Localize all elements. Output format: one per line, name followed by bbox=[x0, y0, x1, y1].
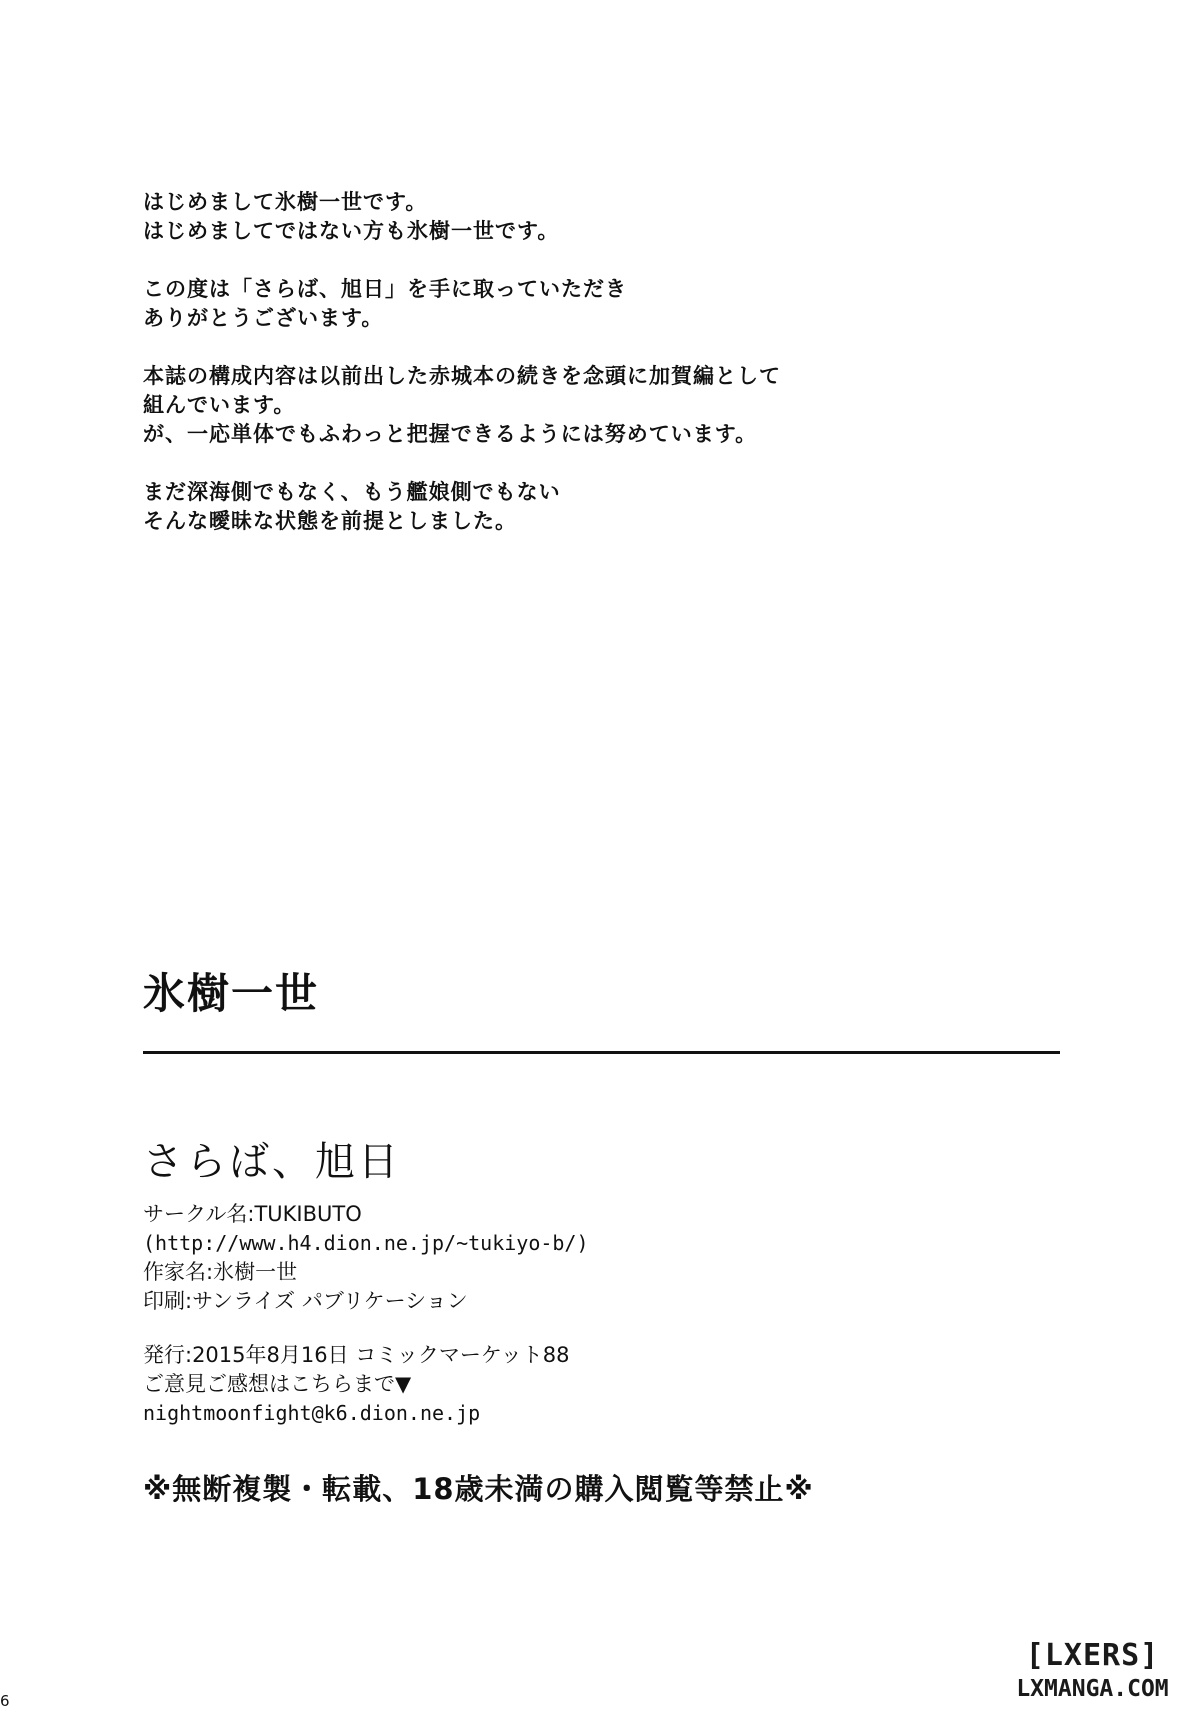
contact-email: nightmoonfight@k6.dion.ne.jp bbox=[143, 1401, 481, 1425]
publish-info: 発行:2015年8月16日 コミックマーケット88 bbox=[143, 1343, 570, 1367]
afterword-line: はじめましてではない方も氷樹一世です。 bbox=[143, 219, 560, 243]
author-heading: 氷樹一世 bbox=[143, 969, 320, 1018]
printer-name: 印刷:サンライズ パブリケーション bbox=[143, 1289, 468, 1313]
circle-url: (http://www.h4.dion.ne.jp/~tukiyo-b/) bbox=[143, 1231, 589, 1255]
circle-name: サークル名:TUKIBUTO bbox=[143, 1202, 362, 1226]
book-title: さらば、旭日 bbox=[143, 1139, 401, 1185]
page-number: 6 bbox=[0, 1692, 10, 1710]
afterword-paragraph bbox=[143, 275, 1043, 333]
afterword-line: この度は「さらば、旭日」を手に取っていただき bbox=[143, 277, 627, 301]
copyright-notice: ※無断複製・転載、18歳未満の購入閲覧等禁止※ bbox=[143, 1472, 814, 1506]
divider-rule bbox=[143, 1051, 1060, 1054]
afterword-paragraph bbox=[143, 362, 1043, 449]
afterword-line: そんな曖昧な状態を前提としました。 bbox=[143, 509, 517, 533]
author-name: 作家名:氷樹一世 bbox=[143, 1260, 298, 1284]
afterword-line: が、一応単体でもふわっと把握できるようには努めています。 bbox=[143, 422, 758, 446]
colophon bbox=[143, 1200, 589, 1428]
afterword-paragraph bbox=[143, 478, 1043, 536]
watermark-top: [LXERS] bbox=[1025, 1638, 1160, 1673]
afterword-paragraph bbox=[143, 188, 1043, 246]
watermark-bottom: LXMANGA.COM bbox=[1016, 1676, 1169, 1702]
site-watermark bbox=[995, 1638, 1190, 1704]
afterword-line: はじめまして氷樹一世です。 bbox=[143, 190, 428, 214]
feedback-prompt: ご意見ご感想はこちらまで▼ bbox=[143, 1372, 412, 1396]
afterword-text bbox=[143, 188, 1043, 565]
afterword-line: 本誌の構成内容は以前出した赤城本の続きを念頭に加賀編として bbox=[143, 364, 781, 388]
afterword-line: 組んでいます。 bbox=[143, 393, 296, 417]
afterword-line: まだ深海側でもなく、もう艦娘側でもない bbox=[143, 480, 561, 504]
afterword-line: ありがとうございます。 bbox=[143, 306, 384, 330]
colophon-spacer bbox=[143, 1316, 589, 1341]
